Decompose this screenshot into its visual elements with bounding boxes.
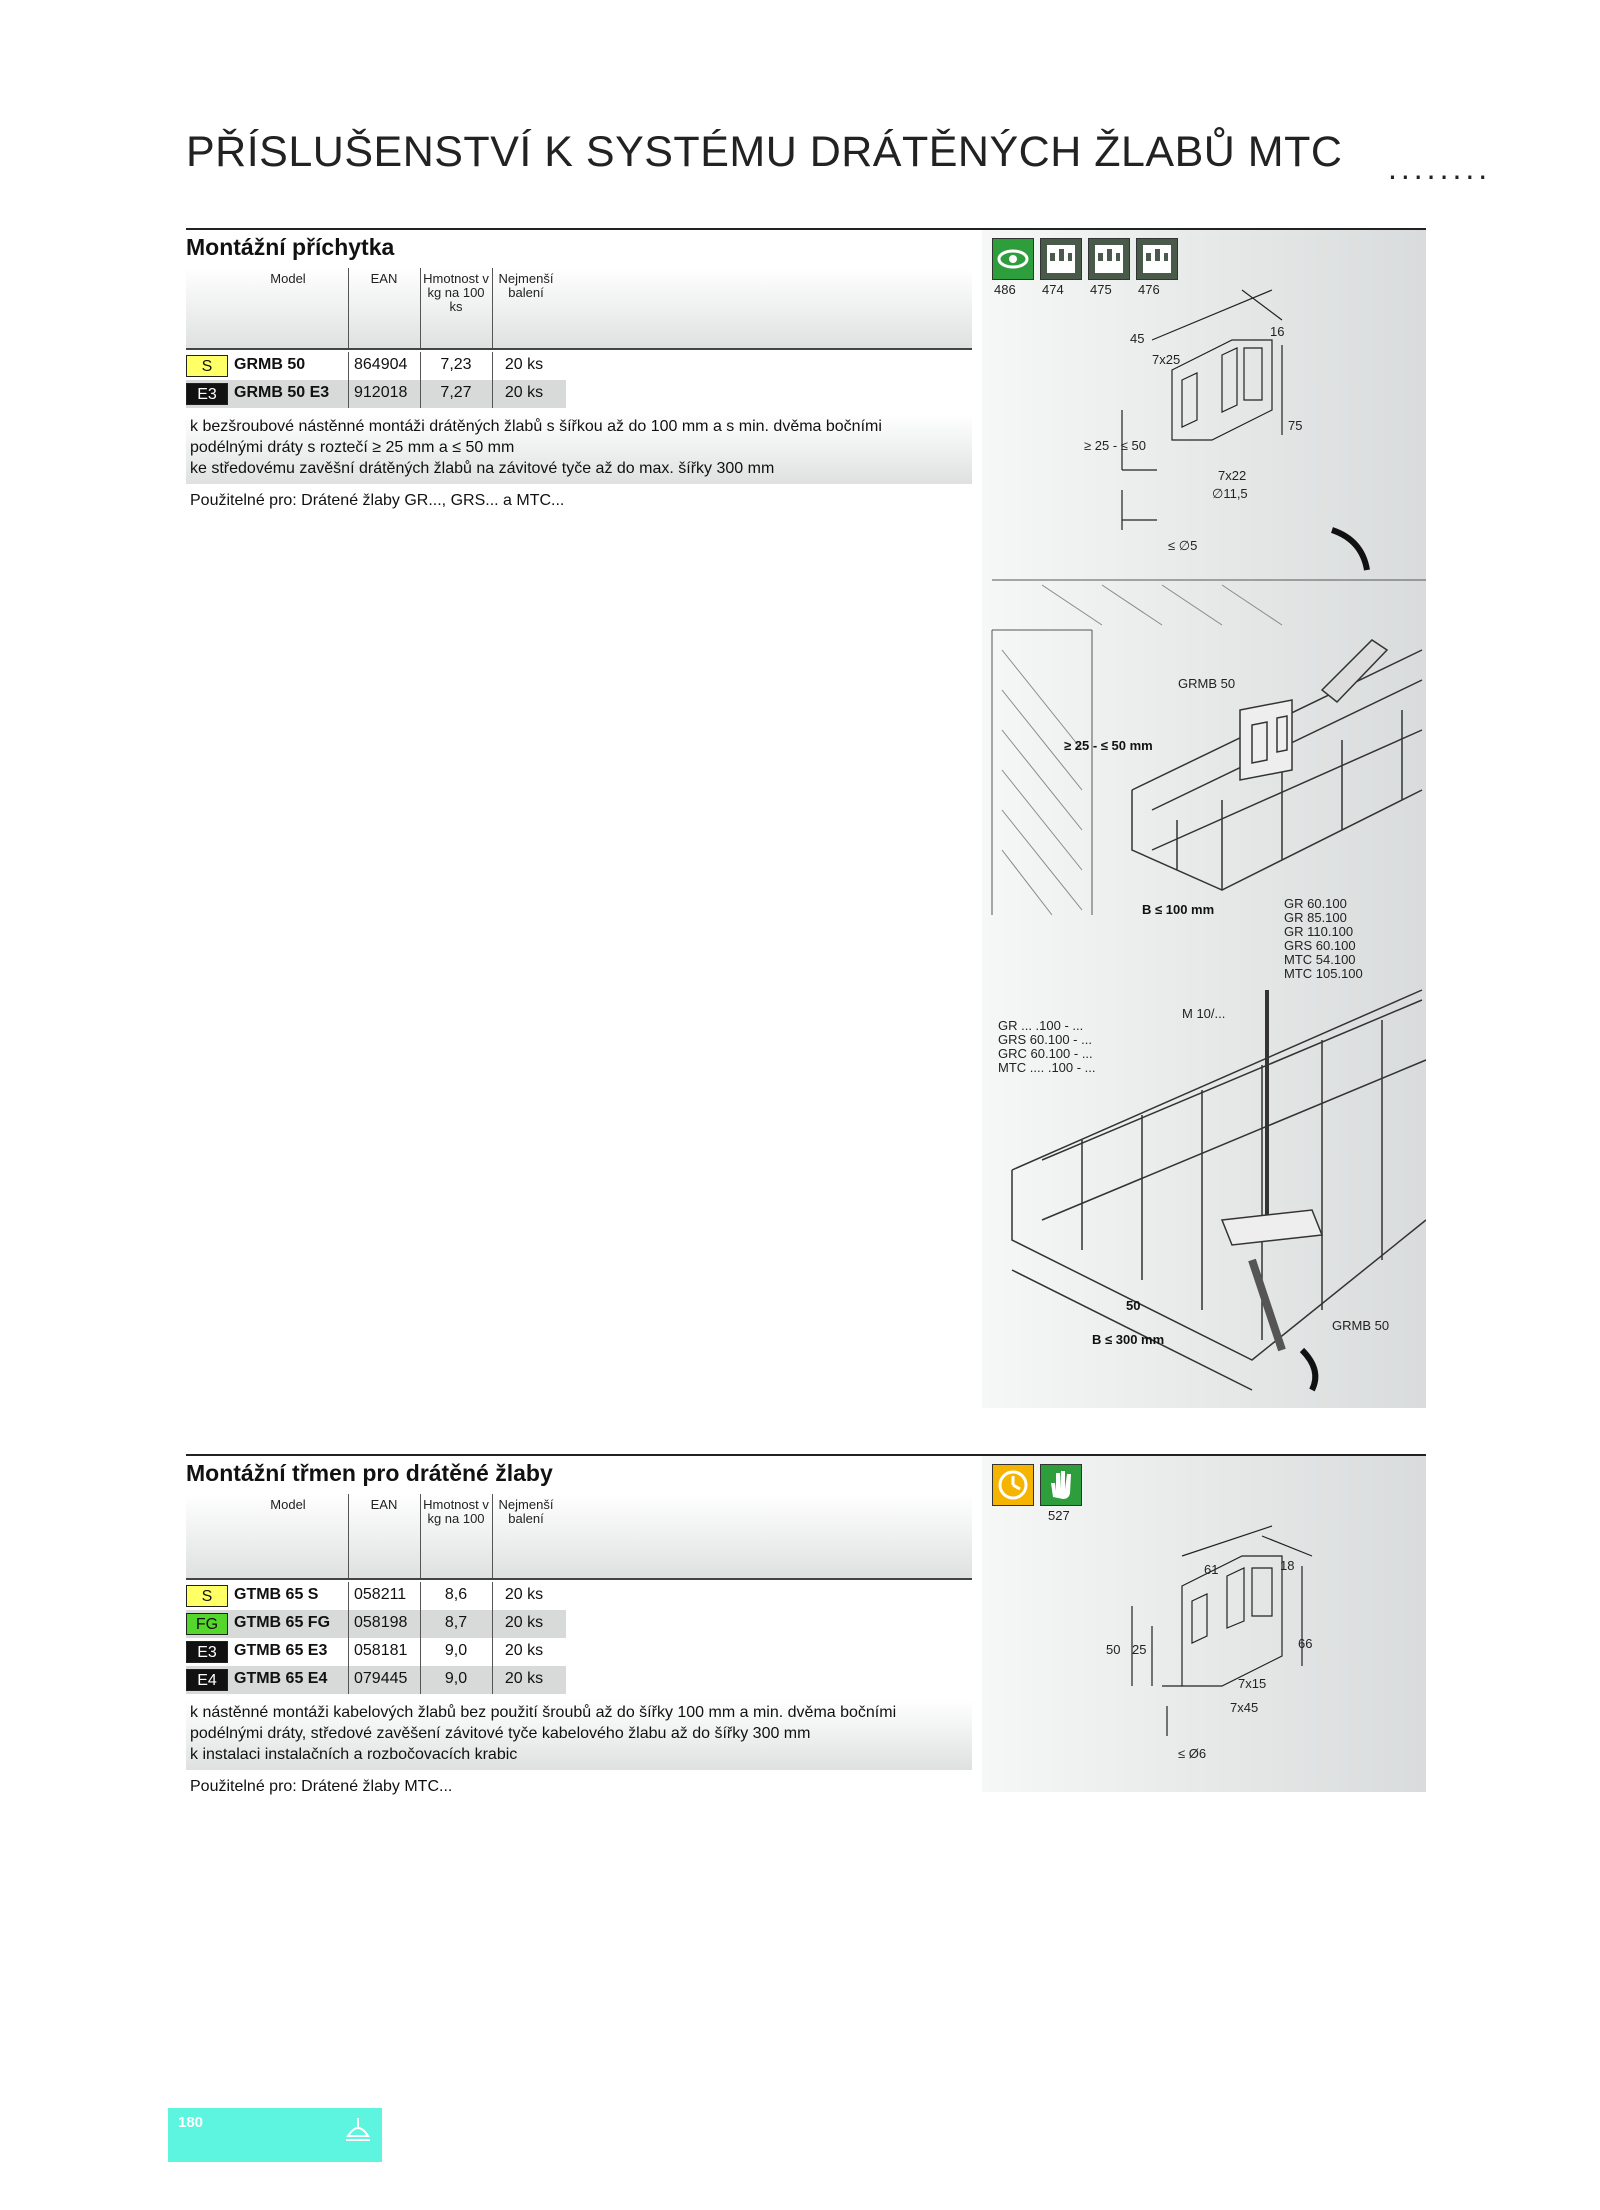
bracket-technical-drawing bbox=[982, 1456, 1426, 1792]
cell-weight: 9,0 bbox=[444, 1642, 468, 1659]
clip-technical-drawing bbox=[982, 230, 1426, 1406]
usable-for: Použitelné pro: Drátené žlaby MTC... bbox=[190, 1778, 453, 1795]
variant-badge: E3 bbox=[186, 1641, 228, 1663]
drawing-panel bbox=[982, 230, 1426, 1408]
list-item: GR 60.100 bbox=[1284, 896, 1347, 911]
column-header-pack: Nejmenší balení bbox=[498, 1497, 554, 1526]
ceiling-lamp-icon bbox=[342, 2116, 374, 2148]
column-divider bbox=[492, 1494, 493, 1578]
cell-model: GRMB 50 bbox=[234, 356, 306, 373]
list-item: GR 85.100 bbox=[1284, 910, 1347, 925]
description-line: podélnými dráty s roztečí ≥ 25 mm a ≤ 50 mm bbox=[190, 439, 515, 456]
column-divider bbox=[420, 1666, 421, 1694]
cell-pack: 20 ks bbox=[504, 1614, 544, 1631]
dim-label: 16 bbox=[1270, 324, 1285, 339]
dim-label: B ≤ 100 mm bbox=[1142, 902, 1215, 917]
list-item: GRS 60.100 - ... bbox=[998, 1032, 1092, 1047]
column-divider bbox=[420, 352, 421, 380]
page-title: PŘÍSLUŠENSTVÍ K SYSTÉMU DRÁTĚNÝCH ŽLABŮ MTC bbox=[186, 128, 1343, 176]
drawing-panel bbox=[982, 1456, 1426, 1792]
title-dots: ........ bbox=[1388, 150, 1492, 186]
description-line: k nástěnné montáži kabelových žlabů bez použití šroubů až do šířky 100 mm a min. dvěma bočními bbox=[190, 1704, 897, 1721]
dim-label: 7x22 bbox=[1218, 468, 1247, 483]
dim-label: 45 bbox=[1130, 331, 1145, 346]
column-divider bbox=[348, 380, 349, 408]
dim-label: ≥ 25 - ≤ 50 mm bbox=[1064, 738, 1153, 753]
cell-ean: 864904 bbox=[354, 356, 408, 373]
list-item: GR ... .100 - ... bbox=[998, 1018, 1084, 1033]
list-item: GR 110.100 bbox=[1284, 924, 1354, 939]
cell-model: GTMB 65 S bbox=[234, 1586, 319, 1603]
variant-badge: E4 bbox=[186, 1669, 228, 1691]
column-header-model: Model bbox=[270, 1497, 306, 1512]
table-row bbox=[186, 1582, 566, 1610]
section-title: Montážní příchytka bbox=[186, 234, 395, 260]
column-divider bbox=[420, 1610, 421, 1638]
cell-ean: 079445 bbox=[354, 1670, 408, 1687]
description bbox=[186, 414, 972, 484]
dim-label: 61 bbox=[1204, 1562, 1219, 1577]
list-item: MTC .... .100 - ... bbox=[998, 1060, 1096, 1075]
dim-label: 50 bbox=[1106, 1642, 1121, 1657]
cell-model: GRMB 50 E3 bbox=[234, 384, 330, 401]
dim-label: ≥ 25 - ≤ 50 bbox=[1084, 438, 1146, 453]
cell-pack: 20 ks bbox=[504, 384, 544, 401]
variant-badge: S bbox=[186, 355, 228, 377]
cell-weight: 7,27 bbox=[440, 384, 472, 401]
list-item: GRS 60.100 bbox=[1284, 938, 1356, 953]
dim-label: 7x15 bbox=[1238, 1676, 1267, 1691]
icon-caption: 474 bbox=[1042, 282, 1064, 297]
dim-label: 7x25 bbox=[1152, 352, 1181, 367]
column-divider bbox=[420, 268, 421, 348]
table-row bbox=[186, 1666, 566, 1694]
dim-label: GRMB 50 bbox=[1178, 676, 1236, 691]
column-divider bbox=[348, 1610, 349, 1638]
column-divider bbox=[420, 1582, 421, 1610]
description-line: k instalaci instalačních a rozbočovacích krabic bbox=[190, 1746, 518, 1763]
cell-pack: 20 ks bbox=[504, 1670, 544, 1687]
icon-caption: 527 bbox=[1048, 1508, 1070, 1523]
dim-label: 7x45 bbox=[1230, 1700, 1259, 1715]
dim-label: ≤ ∅5 bbox=[1168, 538, 1198, 553]
table-header bbox=[186, 1494, 972, 1580]
cell-model: GTMB 65 E3 bbox=[234, 1642, 328, 1659]
section-title: Montážní třmen pro drátěné žlaby bbox=[186, 1460, 553, 1486]
section-mounting-bracket bbox=[186, 1454, 1426, 1794]
column-divider bbox=[420, 380, 421, 408]
column-header-ean: EAN bbox=[370, 1497, 398, 1512]
description-line: podélnými dráty, středové zavěšení závitové tyče kabelového žlabu až do šířky 300 mm bbox=[190, 1725, 811, 1742]
cell-ean: 058198 bbox=[354, 1614, 408, 1631]
dim-label: 75 bbox=[1288, 418, 1303, 433]
description-line: k bezšroubové nástěnné montáži drátěných žlabů s šířkou až do 100 mm a s min. dvěma bočními bbox=[190, 418, 882, 435]
table-row bbox=[186, 380, 566, 408]
variant-badge: FG bbox=[186, 1613, 228, 1635]
cell-ean: 058181 bbox=[354, 1642, 408, 1659]
cell-model: GTMB 65 FG bbox=[234, 1614, 331, 1631]
dim-label: B ≤ 300 mm bbox=[1092, 1332, 1165, 1347]
dim-label: M 10/... bbox=[1182, 1006, 1226, 1021]
cell-pack: 20 ks bbox=[504, 1642, 544, 1659]
icon-caption: 486 bbox=[994, 282, 1016, 297]
column-divider bbox=[348, 1666, 349, 1694]
dim-label: ≤ Ø6 bbox=[1178, 1746, 1207, 1761]
dim-label: 18 bbox=[1280, 1558, 1295, 1573]
page-number: 180 bbox=[178, 2114, 204, 2131]
section-mounting-clip bbox=[186, 228, 1426, 1408]
column-divider bbox=[492, 268, 493, 348]
usable-for: Použitelné pro: Drátené žlaby GR..., GRS... a MTC... bbox=[190, 492, 565, 509]
dim-label: 25 bbox=[1132, 1642, 1147, 1657]
column-header-weight: Hmotnost v kg na 100 ks bbox=[423, 271, 489, 314]
cell-weight: 9,0 bbox=[444, 1670, 468, 1687]
icon-caption: 476 bbox=[1138, 282, 1160, 297]
column-header-weight: Hmotnost v kg na 100 bbox=[423, 1497, 489, 1526]
table-header bbox=[186, 268, 972, 350]
dim-label: 66 bbox=[1298, 1636, 1313, 1651]
column-divider bbox=[348, 1638, 349, 1666]
variant-badge: S bbox=[186, 1585, 228, 1607]
variant-badge: E3 bbox=[186, 383, 228, 405]
description-line: ke středovému zavěšní drátěných žlabů na závitové tyče až do max. šířky 300 mm bbox=[190, 460, 775, 477]
description bbox=[186, 1700, 972, 1770]
column-divider bbox=[348, 352, 349, 380]
list-item: MTC 54.100 bbox=[1284, 952, 1356, 967]
table-row bbox=[186, 1638, 566, 1666]
column-header-model: Model bbox=[270, 271, 306, 286]
cell-ean: 912018 bbox=[354, 384, 408, 401]
column-divider bbox=[420, 1494, 421, 1578]
list-item: GRC 60.100 - ... bbox=[998, 1046, 1093, 1061]
table-row bbox=[186, 1610, 566, 1638]
cell-weight: 7,23 bbox=[440, 356, 472, 373]
list-item: MTC 105.100 bbox=[1284, 966, 1363, 981]
page-footer bbox=[168, 2108, 382, 2162]
icon-caption: 475 bbox=[1090, 282, 1112, 297]
dim-label: 50 bbox=[1126, 1298, 1141, 1313]
column-header-pack: Nejmenší balení bbox=[498, 271, 554, 300]
column-header-ean: EAN bbox=[370, 271, 398, 286]
column-divider bbox=[420, 1638, 421, 1666]
cell-pack: 20 ks bbox=[504, 1586, 544, 1603]
table-row bbox=[186, 352, 566, 380]
cell-weight: 8,6 bbox=[444, 1586, 468, 1603]
cell-pack: 20 ks bbox=[504, 356, 544, 373]
cell-model: GTMB 65 E4 bbox=[234, 1670, 328, 1687]
column-divider bbox=[348, 1582, 349, 1610]
dim-label: ∅11,5 bbox=[1212, 486, 1248, 501]
cell-ean: 058211 bbox=[354, 1586, 407, 1603]
dim-label: GRMB 50 bbox=[1332, 1318, 1390, 1333]
cell-weight: 8,7 bbox=[444, 1614, 468, 1631]
